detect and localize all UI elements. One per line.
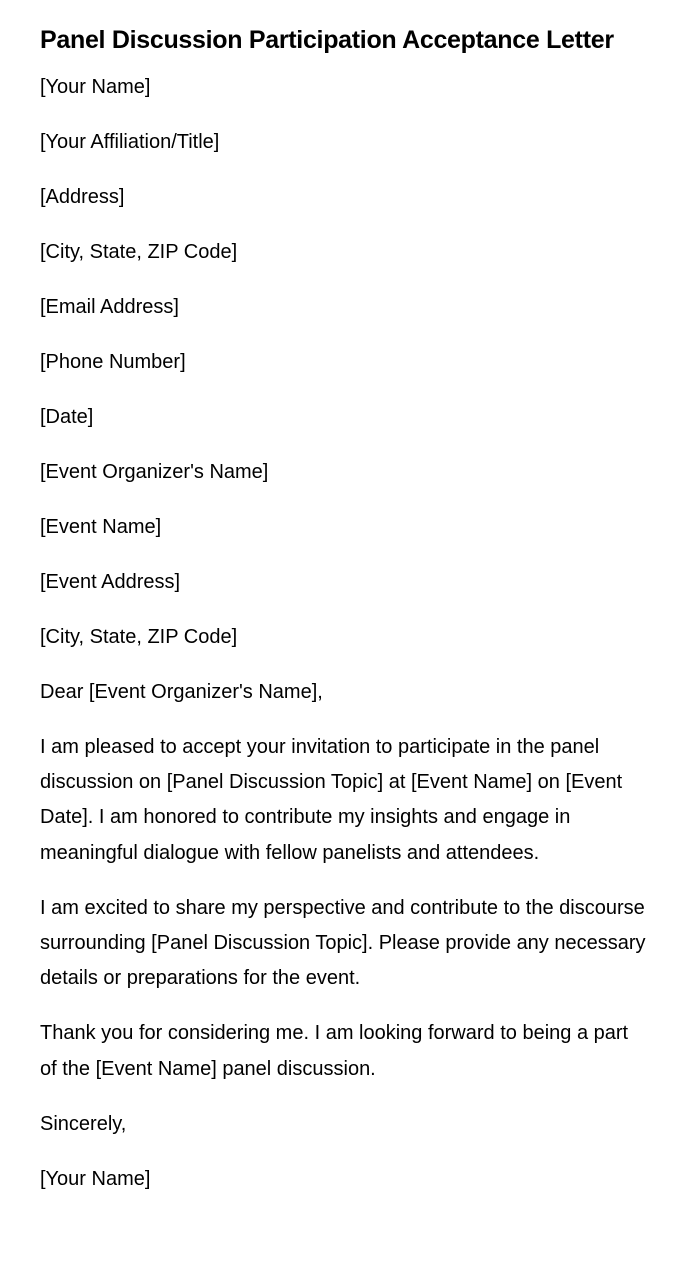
recipient-city-state-zip: [City, State, ZIP Code] [40,626,238,648]
letter-date: [Date] [40,406,94,428]
salutation: Dear [Event Organizer's Name], [40,681,323,703]
sender-phone: [Phone Number] [40,351,186,373]
sender-name: [Your Name] [40,76,151,98]
recipient-event-address: [Event Address] [40,571,181,593]
letter-page [40,22,650,1217]
signature-name: [Your Name] [40,1167,151,1190]
recipient-name: [Event Organizer's Name] [40,461,269,483]
sender-email: [Email Address] [40,296,179,318]
document-title: Panel Discussion Participation Acceptance Letter [40,26,614,54]
sender-city-state-zip: [City, State, ZIP Code] [40,241,238,263]
body-paragraph-2: I am excited to share my perspective and contribute to the discourse surrounding [Panel Discussion Topic]. Please provide any necessary details or preparations for the event. [40,896,646,990]
sender-address: [Address] [40,186,125,208]
body-paragraph-1: I am pleased to accept your invitation to participate in the panel discussion on [Panel Discussion Topic] at [Event Name] on [Event Date]. I am honored to contribute my insights and engage in meaningful dialogue with fellow panelists and attendees. [40,736,623,864]
body-paragraph-3: Thank you for considering me. I am looking forward to being a part of the [Event Name] panel discussion. [40,1022,629,1080]
recipient-event-name: [Event Name] [40,516,162,538]
sender-affiliation: [Your Affiliation/Title] [40,131,220,153]
closing: Sincerely, [40,1112,127,1135]
